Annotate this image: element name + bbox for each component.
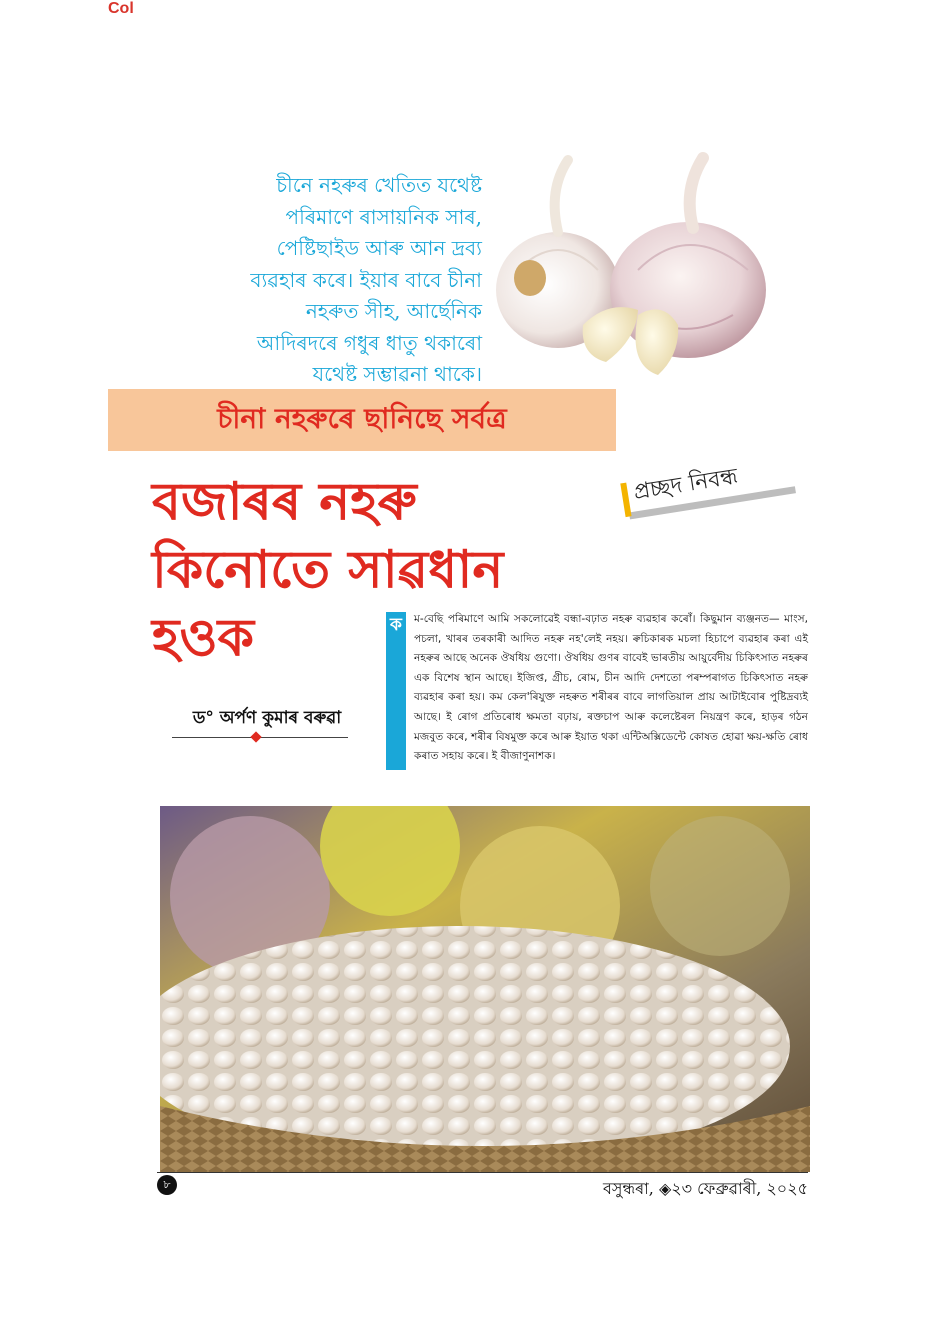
subhead-banner: [108, 389, 616, 451]
page-number: ৮: [157, 1175, 177, 1195]
pull-quote: [170, 170, 482, 391]
headline-line: বজাৰৰ নহৰু: [152, 471, 417, 532]
pull-quote-line: চীনে নহৰুৰ খেতিত যথেষ্ট: [276, 173, 482, 197]
garlic-illustration: [488, 150, 808, 390]
garlic-market-photo: [160, 806, 810, 1172]
pull-quote-line: ব্যৱহাৰ কৰে। ইয়াৰ বাবে চীনা: [250, 267, 482, 292]
pull-quote-line: আদিৰদৰে গধুৰ ধাতু থকাৰো: [256, 330, 482, 355]
pull-quote-line: নহৰুত সীহ, আৰ্ছেনিক: [305, 299, 482, 323]
corner-mark: Col: [108, 0, 134, 17]
headline-line: হওক: [152, 607, 254, 668]
section-badge: [613, 451, 795, 520]
footer-issue-info: বসুন্ধৰা, ◈২৩ ফেব্ৰুৱাৰী, ২০২৫: [603, 1179, 808, 1198]
pull-quote-line: পৰিমাণে ৰাসায়নিক সাৰ,: [285, 204, 482, 229]
badge-label: প্ৰচ্ছদ নিবন্ধ: [631, 464, 740, 506]
dropcap-letter: ক: [390, 615, 402, 635]
badge-accent-bar: [620, 483, 631, 518]
article-body: ম-বেছি পৰিমাণে আমি সকলোৱেই বন্ধা-বঢ়াত নহৰু ব্যৱহাৰ কৰোঁ। কিছুমান ব্যঞ্জনত— মাংস, পচলা, খাৰৰ তৰকাৰী আদিত নহৰু নহ'লেই নহয়। ৰুচিকাৰক মচলা হিচাপে ব্যৱহাৰ কৰা এই নহৰুৰ আছে অনেক ঔষধিয় গুণো। ঔষধিয় গুণৰ বাবেই ভাৰতীয় আয়ুৰ্বেদীয় চিকিৎসাত নহৰুৰ এক বিশেষ স্থান আছে। ইজিপ্ত, গ্ৰীচ, ৰোম, চীন আদি দেশতো পৰম্পৰাগত চিকিৎসাত নহৰু ব্যৱহাৰ কৰা হয়। কম কেল'ৰিযুক্ত নহৰুত শৰীৰৰ বাবে লাগতিয়াল প্ৰায় আটাইবোৰ পুষ্টিদ্ৰব্যই আছে। ই ৰোগ প্ৰতিৰোধ ক্ষমতা বঢ়ায়, ৰক্তচাপ আৰু কলেষ্টেৰল নিয়ন্ত্ৰণ কৰে, হাড়ৰ গঠন মজবুত কৰে, শৰীৰ বিষমুক্ত কৰে আৰু ইয়াত থকা এন্টিঅক্সিডেন্টে কোষত হোৱা ক্ষয়-ক্ষতি ৰোধ কৰাত সহায় কৰে। ই বীজাণুনাশক।: [414, 613, 808, 763]
headline-line: কিনোতে সাৱধান: [152, 539, 504, 600]
subhead-text: চীনা নহৰুৰে ছানিছে সৰ্বত্ৰ: [217, 401, 507, 435]
footer-rule: [157, 1172, 808, 1173]
author-byline: ড° অৰ্পণ কুমাৰ বৰুৱা: [192, 708, 342, 728]
pull-quote-line: যথেষ্ট সম্ভাৱনা থাকে।: [312, 362, 482, 386]
pull-quote-line: পেষ্টিছাইড আৰু আন দ্ৰব্য: [276, 236, 482, 260]
diamond-ornament-icon: [250, 731, 261, 742]
